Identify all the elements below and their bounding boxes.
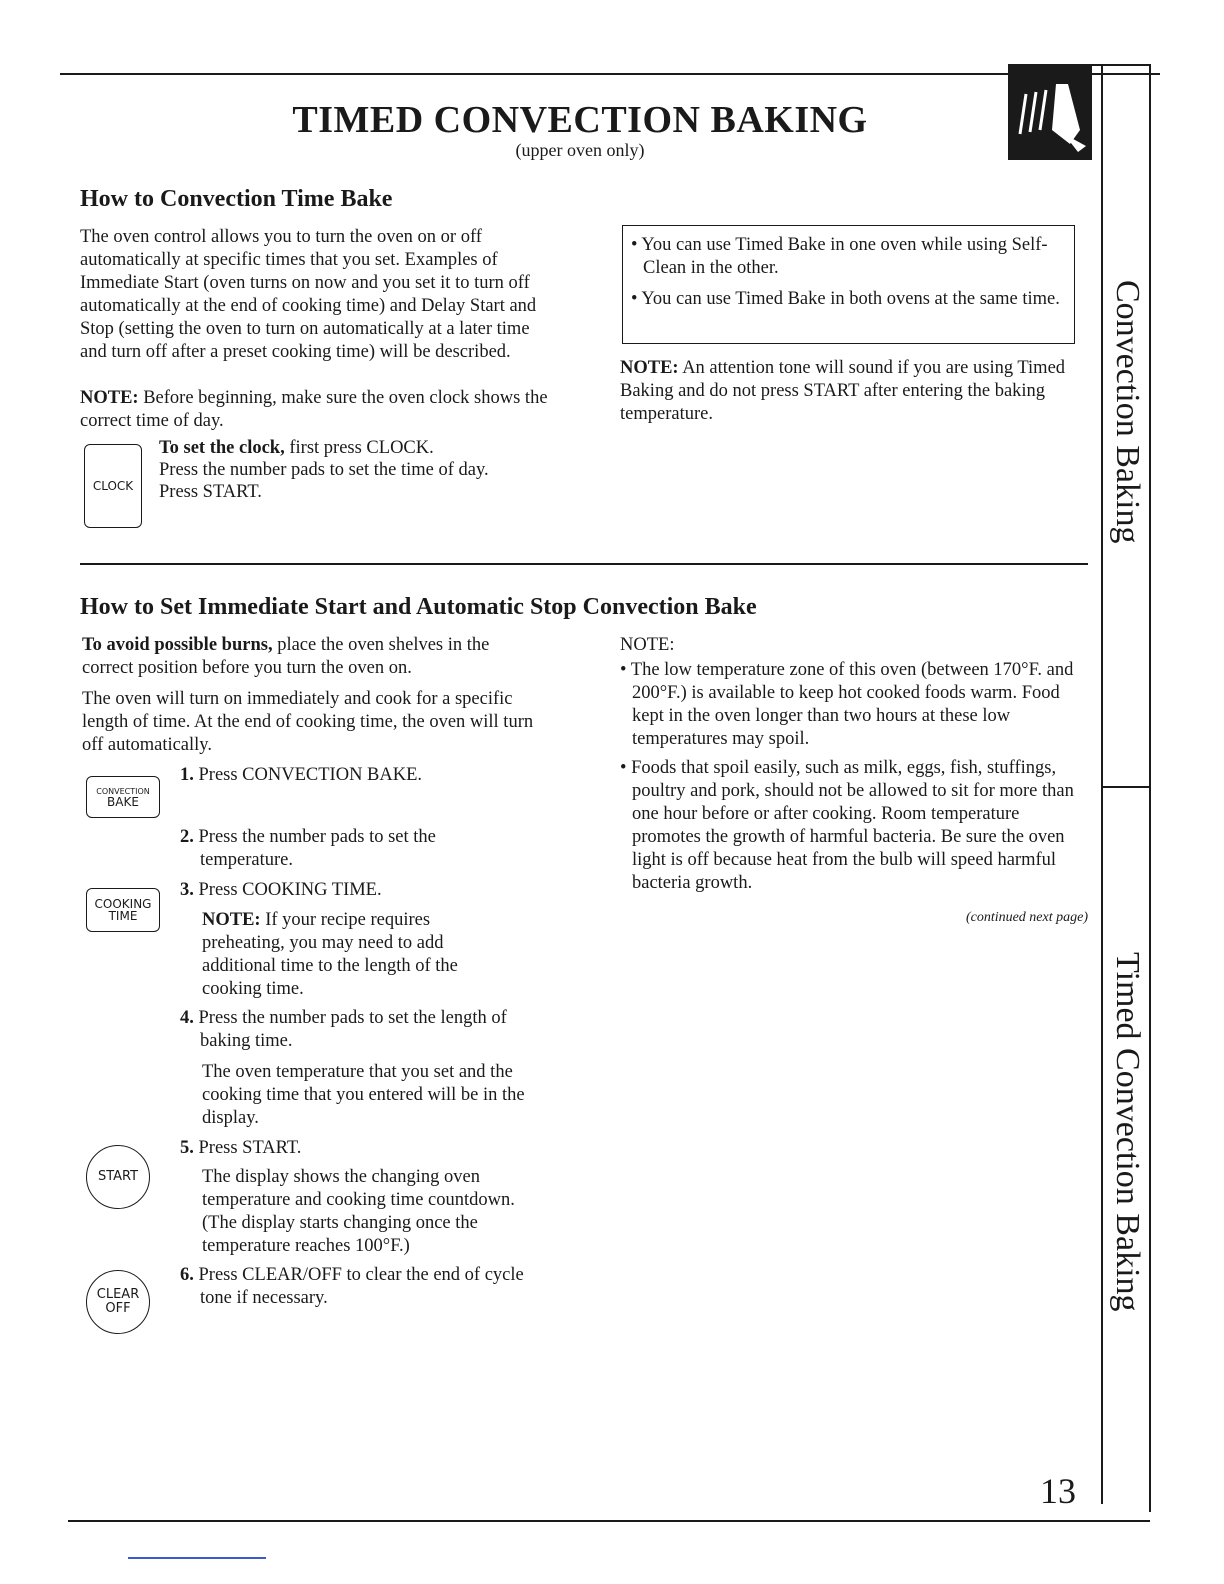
step-3 xyxy=(180,879,540,902)
note-text: Before beginning, make sure the oven clock shows the correct time of day. xyxy=(80,388,548,431)
clear-off-key[interactable] xyxy=(86,1270,150,1334)
sidebar-tab-timed-convection-baking: Timed Convection Baking xyxy=(1109,952,1146,1312)
step-2-text: Press the number pads to set the temperature. xyxy=(193,827,436,870)
attention-note xyxy=(620,357,1082,426)
page-subtitle: (upper oven only) xyxy=(515,140,645,160)
step-4-extra: The oven temperature that you set and the cooking time that you entered will be in the display. xyxy=(202,1062,525,1128)
cooking-time-key-top: COOKING xyxy=(94,897,152,911)
step-4-num: 4. xyxy=(180,1008,194,1028)
sidebar-rule-left xyxy=(1101,64,1103,1504)
sidebar-divider xyxy=(1103,786,1151,788)
food-safety-note xyxy=(620,634,1090,895)
note-label: NOTE: xyxy=(80,388,139,408)
step-6 xyxy=(180,1264,560,1310)
step-5-num: 5. xyxy=(180,1138,194,1158)
step-1-num: 1. xyxy=(180,765,194,785)
clear-off-key-bottom: OFF xyxy=(105,1301,131,1316)
step-6-num: 6. xyxy=(180,1265,194,1285)
bottom-rule xyxy=(68,1520,1150,1522)
clock-bold: To set the clock, xyxy=(159,438,285,458)
page-title: TIMED CONVECTION BAKING xyxy=(292,99,868,141)
step-1 xyxy=(180,764,540,787)
burns-bold: To avoid possible burns, xyxy=(82,635,273,655)
convection-bake-key-top: CONVECTION xyxy=(96,787,150,796)
section-divider xyxy=(80,563,1088,565)
page-number: 13 xyxy=(1040,1471,1076,1511)
footer-mark xyxy=(128,1557,266,1559)
start-key-label: START xyxy=(97,1169,139,1184)
top-rule xyxy=(60,73,1160,75)
food-safety-bullet-2: • Foods that spoil easily, such as milk, eggs, fish, stuffings, poultry and pork, should not be allowed to sit for more than one hour before or after cooking. Room temperature promotes the growth of harmful bacteria. Be sure the oven light is off because heat from the bulb will speed harmful bacteria growth. xyxy=(620,758,1074,893)
clock-key-label: CLOCK xyxy=(92,479,134,493)
clock-line2: Press the number pads to set the time of day. xyxy=(159,460,489,480)
step-2 xyxy=(180,826,510,872)
step-2-num: 2. xyxy=(180,827,194,847)
clock-instructions xyxy=(159,437,559,503)
sidebar-rule-right xyxy=(1149,64,1151,1512)
step-6-text: Press CLEAR/OFF to clear the end of cycle tone if necessary. xyxy=(193,1265,524,1308)
step-4 xyxy=(180,1007,560,1053)
step-3-note xyxy=(202,909,502,1001)
section2-heading: How to Set Immediate Start and Automatic Stop Convection Bake xyxy=(80,594,757,620)
immediate-start-para: The oven will turn on immediately and cook for a specific length of time. At the end of cooking time, the oven will turn off automatically. xyxy=(82,689,534,755)
tip-bullet-2: • You can use Timed Bake in both ovens at the same time. xyxy=(631,289,1060,309)
section1-note xyxy=(80,387,552,433)
food-safety-bullet-1: • The low temperature zone of this oven (between 170°F. and 200°F.) is available to keep hot cooked foods warm. Food kept in the oven longer than two hours at these low temperatures may spoil. xyxy=(620,660,1074,749)
cooking-time-key[interactable] xyxy=(86,888,160,932)
step-3-note-text: If your recipe requires preheating, you may need to add additional time to the length of the cooking time. xyxy=(202,910,458,999)
step-3-text: Press COOKING TIME. xyxy=(193,880,382,900)
step-4-text: Press the number pads to set the length of baking time. xyxy=(193,1008,507,1051)
convection-bake-key-bottom: BAKE xyxy=(107,795,139,809)
tip-box xyxy=(622,225,1075,344)
clock-key[interactable] xyxy=(84,444,142,528)
clock-line3: Press START. xyxy=(159,482,262,502)
attention-note-text: An attention tone will sound if you are using Timed Baking and do not press START after entering the baking temperature. xyxy=(620,358,1066,424)
step-3-note-label: NOTE: xyxy=(202,910,261,930)
attention-note-label: NOTE: xyxy=(620,358,679,378)
section1-intro: The oven control allows you to turn the oven on or off automatically at specific times that you set. Examples of Immediate Start (oven turns on now and you set it to turn off automatically at the end of cooking time) and Delay Start and Stop (setting the oven to turn on automatically at a later time and turn off after a preset cooking time) will be described. xyxy=(80,227,537,362)
cooking-time-key-bottom: TIME xyxy=(108,909,138,923)
start-key[interactable] xyxy=(86,1145,150,1209)
clock-line1: first press CLOCK. xyxy=(284,438,434,458)
clear-off-key-top: CLEAR xyxy=(96,1287,140,1302)
burns-text: place the oven shelves in the correct position before you turn the oven on. xyxy=(82,635,490,678)
food-safety-note-label: NOTE: xyxy=(620,635,675,655)
step-5-text: Press START. xyxy=(193,1138,302,1158)
continued-note: (continued next page) xyxy=(965,910,1088,925)
sidebar-tab-convection-baking: Convection Baking xyxy=(1109,280,1146,544)
section1-heading: How to Convection Time Bake xyxy=(80,186,393,212)
sidebar-top-rule xyxy=(1092,64,1151,66)
burns-warning xyxy=(82,634,542,680)
convection-bake-key[interactable] xyxy=(86,776,160,818)
tip-bullet-1: • You can use Timed Bake in one oven while using Self-Clean in the other. xyxy=(631,235,1048,278)
step-1-text: Press CONVECTION BAKE. xyxy=(193,765,423,785)
step-5 xyxy=(180,1137,540,1160)
step-3-num: 3. xyxy=(180,880,194,900)
step-5-extra: The display shows the changing oven temperature and cooking time countdown. (The display starts changing once the temperature reaches 100°F.) xyxy=(202,1167,515,1256)
